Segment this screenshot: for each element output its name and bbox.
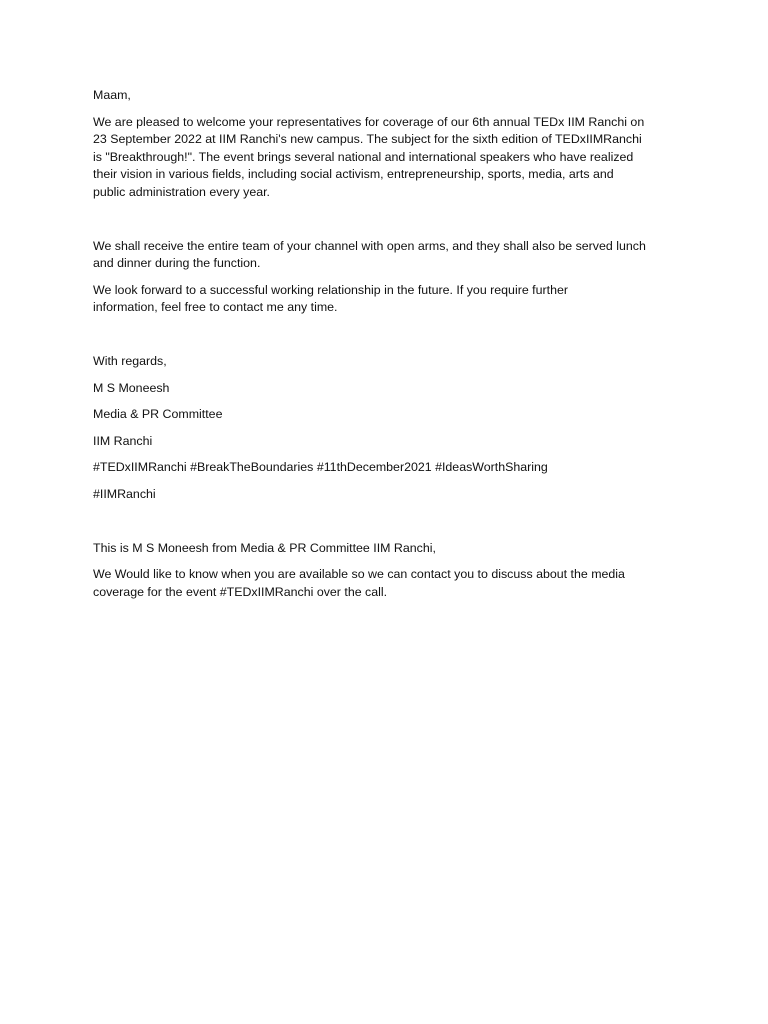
- paragraph-relationship-line: We look forward to a successful working relationship in the future. If you require further: [93, 282, 568, 297]
- paragraph-welcome-line: is "Breakthrough!". The event brings several national and international speakers who have realized: [93, 149, 634, 164]
- paragraph-reception-line: We shall receive the entire team of your channel with open arms, and they shall also be served lunch: [93, 238, 646, 253]
- paragraph-relationship: [93, 282, 673, 317]
- paragraph-welcome: [93, 114, 673, 202]
- hashtags-line-2: #IIMRanchi: [93, 486, 156, 501]
- paragraph-welcome-line: We are pleased to welcome your representatives for coverage of our 6th annual TEDx IIM Ranchi on: [93, 114, 645, 129]
- paragraph-welcome-line: 23 September 2022 at IIM Ranchi's new campus. The subject for the sixth edition of TEDxIIMRanchi: [93, 132, 642, 147]
- signature-organization: IIM Ranchi: [93, 433, 153, 448]
- followup-body: [93, 566, 673, 601]
- followup-body-line: coverage for the event #TEDxIIMRanchi over the call.: [93, 584, 388, 599]
- paragraph-relationship-line: information, feel free to contact me any time.: [93, 300, 338, 315]
- salutation: Maam,: [93, 88, 131, 102]
- followup-body-line: We Would like to know when you are available so we can contact you to discuss about the media: [93, 567, 625, 582]
- paragraph-welcome-line: their vision in various fields, including social activism, entrepreneurship, sports, media, arts and: [93, 167, 614, 182]
- closing-text: With regards,: [93, 353, 167, 368]
- signature-name: M S Moneesh: [93, 380, 170, 395]
- hashtags-line-1: #TEDxIIMRanchi #BreakTheBoundaries #11thDecember2021 #IdeasWorthSharing: [93, 460, 548, 475]
- paragraph-welcome-line: public administration every year.: [93, 184, 270, 199]
- signature-committee: Media & PR Committee: [93, 407, 223, 422]
- followup-intro: This is M S Moneesh from Media & PR Committee IIM Ranchi,: [93, 540, 436, 555]
- paragraph-reception-line: and dinner during the function.: [93, 256, 261, 271]
- letter-body: [93, 87, 673, 601]
- paragraph-reception: [93, 238, 673, 273]
